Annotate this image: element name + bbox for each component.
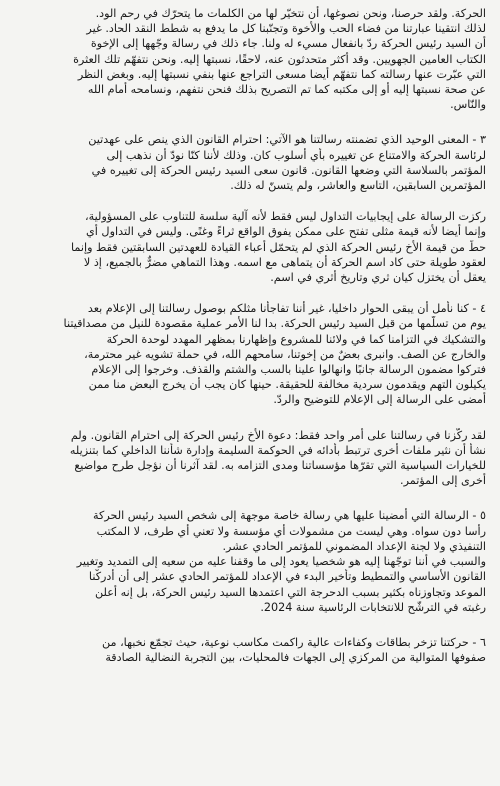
text-line: والنّاس. [450, 98, 486, 112]
paragraph-point-4 [14, 301, 486, 407]
text-line: والسبب في أننا توجّهنا إليه هو شخصيا يعود إلى ما وقفنا عليه من سعيه إلى التمديد وتغيير [76, 555, 486, 569]
text-line: الكتاب العامين الجهويين. وقد أكثر متحدثون عنه، لاحقًا، نسبتها إليه. ونحن نتفهّم تلك العثرة [73, 52, 486, 66]
text-line: لقد ركّزنا في رسالتنا على أمر واحد فقط: دعوة الأخ رئيس الحركة إلى احترام القانون. ولم [70, 428, 486, 442]
text-line: يوم من تسلّمها من قبل السيد رئيس الحركة. بدا لنا الأمر عملية مقصودة للنيل من مصداقيتنا [63, 317, 486, 331]
text-line: أخرى إلى المؤتمر. [400, 474, 486, 488]
text-line: التنفيذي ولا لجنة الإعداد المضموني للمؤتمر الحادي عشر. [222, 539, 486, 553]
text-line: ٥ - الرسالة التي أمضينا عليها هي رسالة خاصة موجهة إلى شخص السيد رئيس الحركة [93, 509, 486, 523]
text-line: أمضى على الرسالة إلى الإعلام للتوضيح والردّ. [273, 393, 486, 407]
paragraph-point-3 [14, 132, 486, 193]
paragraph-point-5 [14, 508, 486, 614]
text-line: وإنما أيضا لأنه قيمة مثلى تفتح على ممكن يفوق الواقع ثراءً وغنًى. وليس في التداول أي [86, 225, 486, 239]
text-line: والتشكيك في التزامنا كما في ولائنا للمشروع وإظهارنا بمظهر المهدد لوحدة الحركة [106, 332, 486, 346]
text-line: المؤتمرين السابقين، التاسع والعاشر، ولم يتسنّ له ذلك. [230, 179, 486, 193]
text-line: ٤ - كنا نأمل أن يبقى الحوار داخليا، غير أننا تفاجأنا مثلكم بوصول رسالتنا إلى الإعلام بعد [87, 302, 486, 316]
text-line: أن السيد رئيس الحركة ردّ بانفعال مسيء له ولنا. جاء ذلك في رسالة وجّهها إلى الإخوة [90, 37, 486, 51]
text-line: والخارج عن الصف. وانبرى بعضٌ من إخوتنا، سامحهم الله، في حملة تشويه غير محترمة، [84, 347, 486, 361]
text-line: رأسا دون سواه. وهي ليست من مشمولات أي مؤسسة ولا تعني أي طرف، لا المكتب [96, 524, 486, 538]
text-line: يعقل أن يختزل كيان ثري وتاريخ أثري في اسم. [270, 271, 486, 285]
text-line: لرئاسة الحركة والامتناع عن تغييره بأي أسلوب كان. وذلك لأننا كنّا نودّ أن نذهب إلى [106, 148, 486, 162]
paragraph-rotation [14, 209, 486, 285]
paragraph-point-6 [14, 635, 486, 665]
text-line: لذلك انتقينا عبارتنا من فضاء الحب والأخوة وتجنّبنا كل ما يدفع به شطط النقد الحاد. غير [86, 22, 486, 36]
text-line: لعقود طويلة حتى كاد اسم الحركة أن يتماهى مع اسمه. وهذا التماهي مضرٌّ بالجميع، إذ لا [83, 255, 486, 269]
text-line: صفوفها المتوالية من المركزي إلى الجهات فالمحليات، بين التجربة النضالية الصادقة [105, 651, 486, 665]
text-line: رغبته في الترشّح للانتخابات الرئاسية سنة 2024. [260, 600, 486, 614]
text-line: ٦ - حركتنا تزخر بطاقات وكفاءات عالية راكمت مكاسب نوعية، حيث تجمّع نخبها، من [102, 635, 486, 649]
text-line: ٣ - المعنى الوحيد الذي تضمنته رسالتنا هو الآتي: احترام القانون الذي ينص على عهدتين [88, 133, 486, 147]
text-line: عن صحة نسبتها إليه أو إلى مكتبه كما تم التصريح بذلك فنحن نتفهم، ونسامحه أمام الله [87, 83, 486, 97]
paragraph-law-respect [14, 428, 486, 489]
paragraph-intro [14, 6, 486, 112]
text-line: الموعد وتجاوزناه بكثير بسبب الدحرجة التي اعتمدها السيد رئيس الحركة، بل إنه أعلن [95, 585, 486, 599]
text-line: للخيارات السياسية التي تقرّها مؤسساتنا ومدى التزامه به. لقد آثرنا أن نؤجل طرح مواضيع [74, 459, 486, 473]
text-line: ركزت الرسالة على إيجابيات التداول ليس فقط لأنه آلية سلسة للتناوب على المسؤولية، [85, 210, 486, 224]
text-line: الحركة. ولقد حرصنا، ونحن نصوغها، أن نتخيّر لها من الكلمات ما يتحرّك في رحم الود. [95, 7, 486, 20]
text-line: حطٍّ من قيمة الأخ رئيس الحركة الذي لم يتحمّل أعباء القيادة للعهدتين السابقتين فقط وإنما [70, 240, 486, 254]
text-line: التي عبّرت عنها رسالته كما نتفهّم أيضا مسعى التراجع عنها بنفي نسبتها إليه. وبغض النظر [77, 67, 486, 81]
text-line: نشأ أن نثير ملفات أخرى ترتبط بأدائه في الحوكمة السليمة وإدارة شأننا الداخلي كما بتنزيله [69, 443, 486, 457]
text-line: القانون الأساسي والتمطيط وتأخير البدء في الإعداد للمؤتمر الحادي عشر إلى أن أدركْنا [88, 570, 486, 584]
text-line: فتركوا مضمون الرسالة جانبًا وانهالوا علينا بالسب والشتم والقذف. وخرجوا إلى الإعلام [91, 363, 486, 377]
text-line: المؤتمر بالسلاسة التي وضعها القانون. قانون سعى السيد رئيس الحركة إلى تغييره في [91, 163, 486, 177]
text-line: يكيلون التهم ويقدمون سردية مخالفة للحقيقة. حينها كان يجب أن يخرج البعض منا ممن [88, 378, 486, 392]
